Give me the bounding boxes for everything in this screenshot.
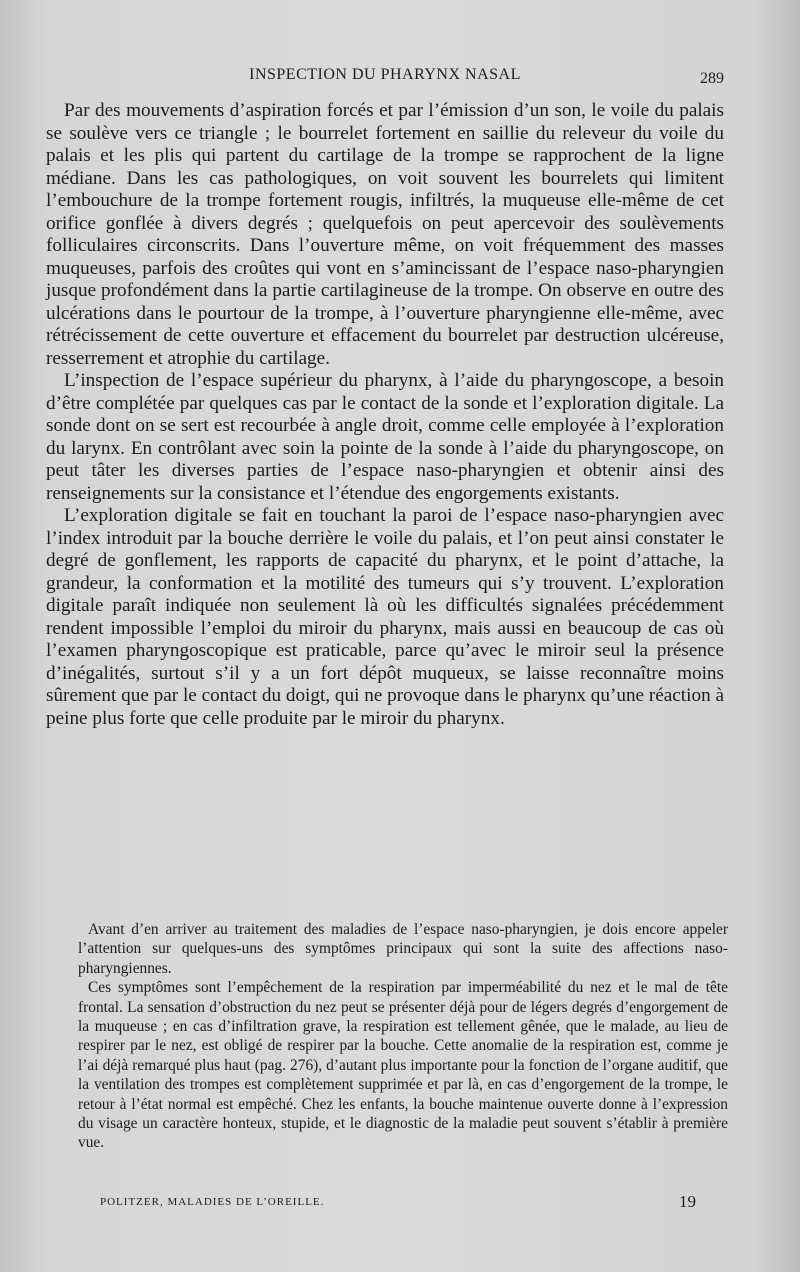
small-print-section [78, 920, 728, 1153]
running-title: INSPECTION DU PHARYNX NASAL [249, 66, 521, 83]
small-paragraph: Ces symptômes sont l’empêchement de la respiration par imperméabilité du nez et le mal de tête frontal. La sensation d’obstruction du nez peut se présenter déjà pour de légers degrés d’engorgement de la muqueuse ; en cas d’infiltration grave, la respiration est tellement gênée, que le malade, au lieu de respirer par le nez, est obligé de respirer par la bouche. Cette anomalie de la respiration est, comme je l’ai déjà remarqué plus haut (pag. 276), d’autant plus importante pour la fonction de l’organe auditif, que la ventilation des trompes est complètement supprimée et par là, en cas d’engorgement de la trompe, le retour à l’état normal est empêché. Chez les enfants, la bouche maintenue ouverte donne à l’expression du visage un caractère honteux, stupide, et le diagnostic de la maladie peut souvent s’établir à première vue. [78, 979, 728, 1152]
running-head [46, 66, 724, 90]
paragraph: L’inspection de l’espace supérieur du pharynx, à l’aide du pharyngoscope, a besoin d’être complétée par quelques cas par le contact de la sonde et l’exploration digitale. La sonde dont on se sert est recourbée à angle droit, comme celle employée à l’exploration du larynx. En contrôlant avec soin la pointe de la sonde à l’aide du pharyngoscope, on peut tâter les diverses parties de l’espace naso-pharyngien et obtenir ainsi des renseignements sur la consistance et l’étendue des engorgements existants. [46, 370, 724, 504]
footer-title: POLITZER, MALADIES DE L’OREILLE. [100, 1196, 325, 1208]
small-paragraph: Avant d’en arriver au traitement des maladies de l’espace naso-pharyngien, je dois encore appeler l’attention sur quelques-uns des symptômes principaux qui sont la suite des affections naso-pharyngiennes. [78, 921, 728, 977]
page-number: 289 [700, 70, 724, 87]
paragraph: L’exploration digitale se fait en touchant la paroi de l’espace naso-pharyngien avec l’index introduit par la bouche derrière le voile du palais, et l’on peut ainsi constater le degré de gonflement, les rapports de capacité du pharynx, et le point d’attache, la grandeur, la conformation et la motilité des tumeurs qui s’y trouvent. L’exploration digitale paraît indiquée non seulement là où les difficultés signalées précédemment rendent impossible l’emploi du miroir du pharynx, mais aussi en beaucoup de cas où l’examen pharyngoscopique est praticable, parce qu’avec le miroir seul la présence d’inégalités, surtout s’il y a un fort dépôt muqueux, se laisse reconnaître moins sûrement que par le contact du doigt, qui ne provoque dans le pharynx qu’une réaction à peine plus forte que celle produite par le miroir du pharynx. [46, 505, 724, 729]
signature-mark: 19 [679, 1192, 696, 1211]
main-text [46, 100, 724, 730]
page-footer [78, 1192, 696, 1214]
paragraph: Par des mouvements d’aspiration forcés et par l’émission d’un son, le voile du palais se soulève vers ce triangle ; le bourrelet fortement en saillie du releveur du voile du palais et les plis qui partent du cartilage de la trompe se rapprochent de la ligne médiane. Dans les cas pathologiques, on voit souvent les bourrelets qui limitent l’embouchure de la trompe fortement rougis, infiltrés, la muqueuse elle-même de cet orifice gonflée à divers degrés ; quelquefois on peut apercevoir des soulèvements folliculaires circonscrits. Dans l’ouverture même, on voit fréquemment des masses muqueuses, parfois des croûtes qui vont en s’amincissant de l’espace naso-pharyngien jusque profondément dans la partie cartilagineuse de la trompe. On observe en outre des ulcérations dans le pourtour de la trompe, à l’ouverture pharyngienne elle-même, avec rétrécissement de cette ouverture et effacement du bourrelet par destruction ulcéreuse, resserrement et atrophie du cartilage. [46, 100, 724, 369]
